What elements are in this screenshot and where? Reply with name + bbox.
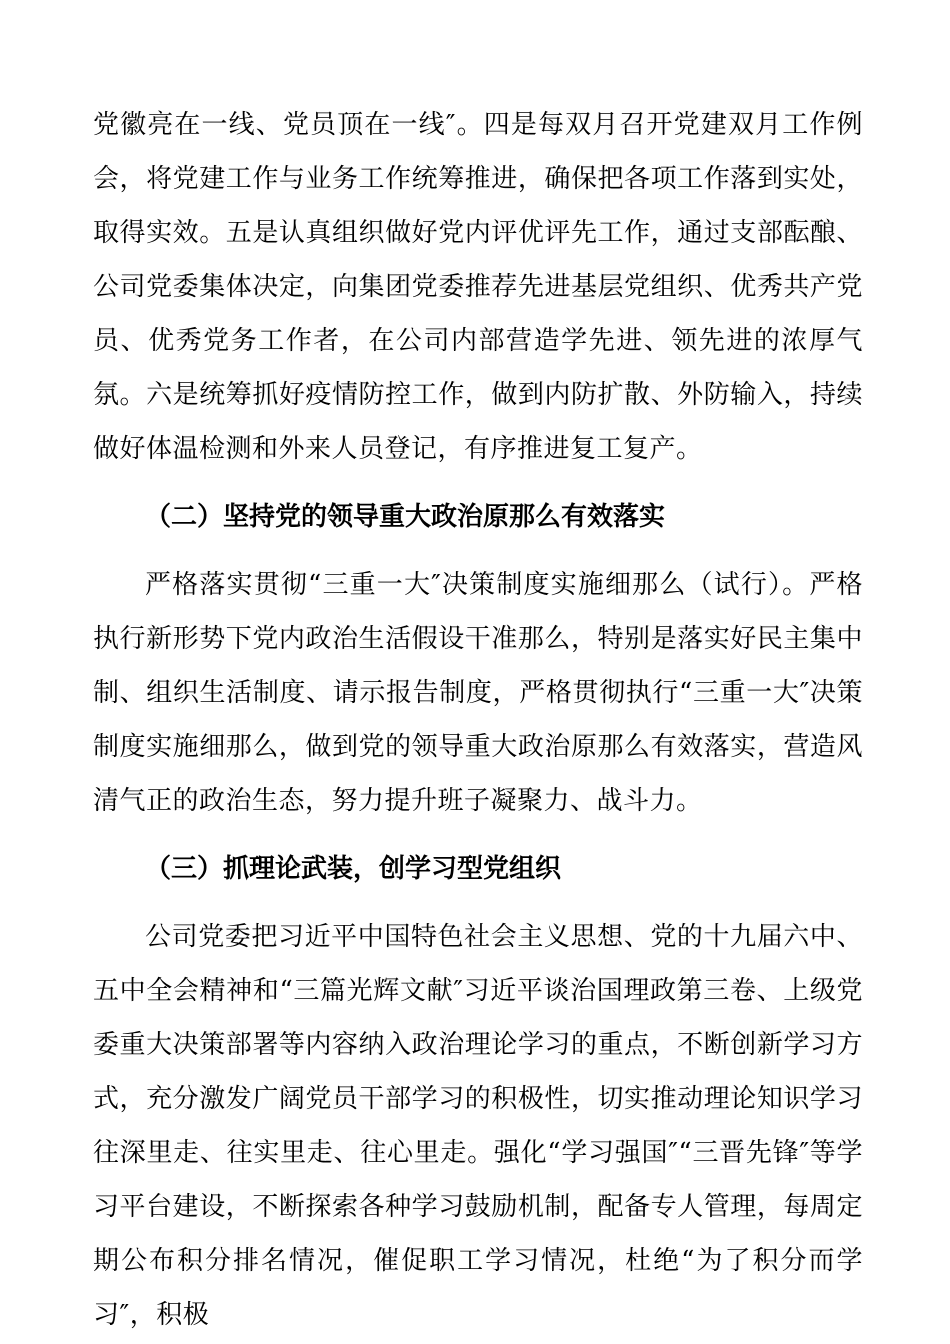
spacer [93,828,863,842]
spacer [93,896,863,910]
document-page [93,98,863,1342]
body-paragraph-1: 党徽亮在一线、党员顶在一线″。四是每双月召开党建双月工作例会，将党建工作与业务工作统筹推进，确保把各项工作落到实处，取得实效。五是认真组织做好党内评优评先工作，通过支部酝酿、公司党委集体决定，向集团党委推荐先进基层党组织、优秀共产党员、优秀党务工作者，在公司内部营造学先进、领先进的浓厚气氛。六是统筹抓好疫情防控工作，做到内防扩散、外防输入，持续做好体温检测和外来人员登记，有序推进复工复产。 [93,110,863,464]
body-paragraph-3: 公司党委把习近平中国特色社会主义思想、党的十九届六中、五中全会精神和“三篇光辉文献″习近平谈治国理政第三卷、上级党委重大决策部署等内容纳入政治理论学习的重点，不断创新学习方式，充分激发广阔党员干部学习的积极性，切实推动理论知识学习往深里走、往实里走、往心里走。强化“学习强国″“三晋先锋″等学习平台建设，不断探索各种学习鼓励机制，配备专人管理，每周定期公布积分排名情况，催促职工学习情况，杜绝“为了积分而学习″，积极 [93,922,863,1330]
section-heading-3: （三）抓理论武装，创学习型党组织 [145,854,562,884]
section-heading-2: （二）坚持党的领导重大政治原那么有效落实 [145,502,666,532]
body-paragraph-2: 严格落实贯彻“三重一大″决策制度实施细那么（试行）。严格执行新形势下党内政治生活假设干准那么，特别是落实好民主集中制、组织生活制度、请示报告制度，严格贯彻执行“三重一大″决策制度实施细那么，做到党的领导重大政治原那么有效落实，营造风清气正的政治生态，努力提升班子凝聚力、战斗力。 [93,570,863,816]
spacer [93,544,863,558]
spacer [93,476,863,490]
